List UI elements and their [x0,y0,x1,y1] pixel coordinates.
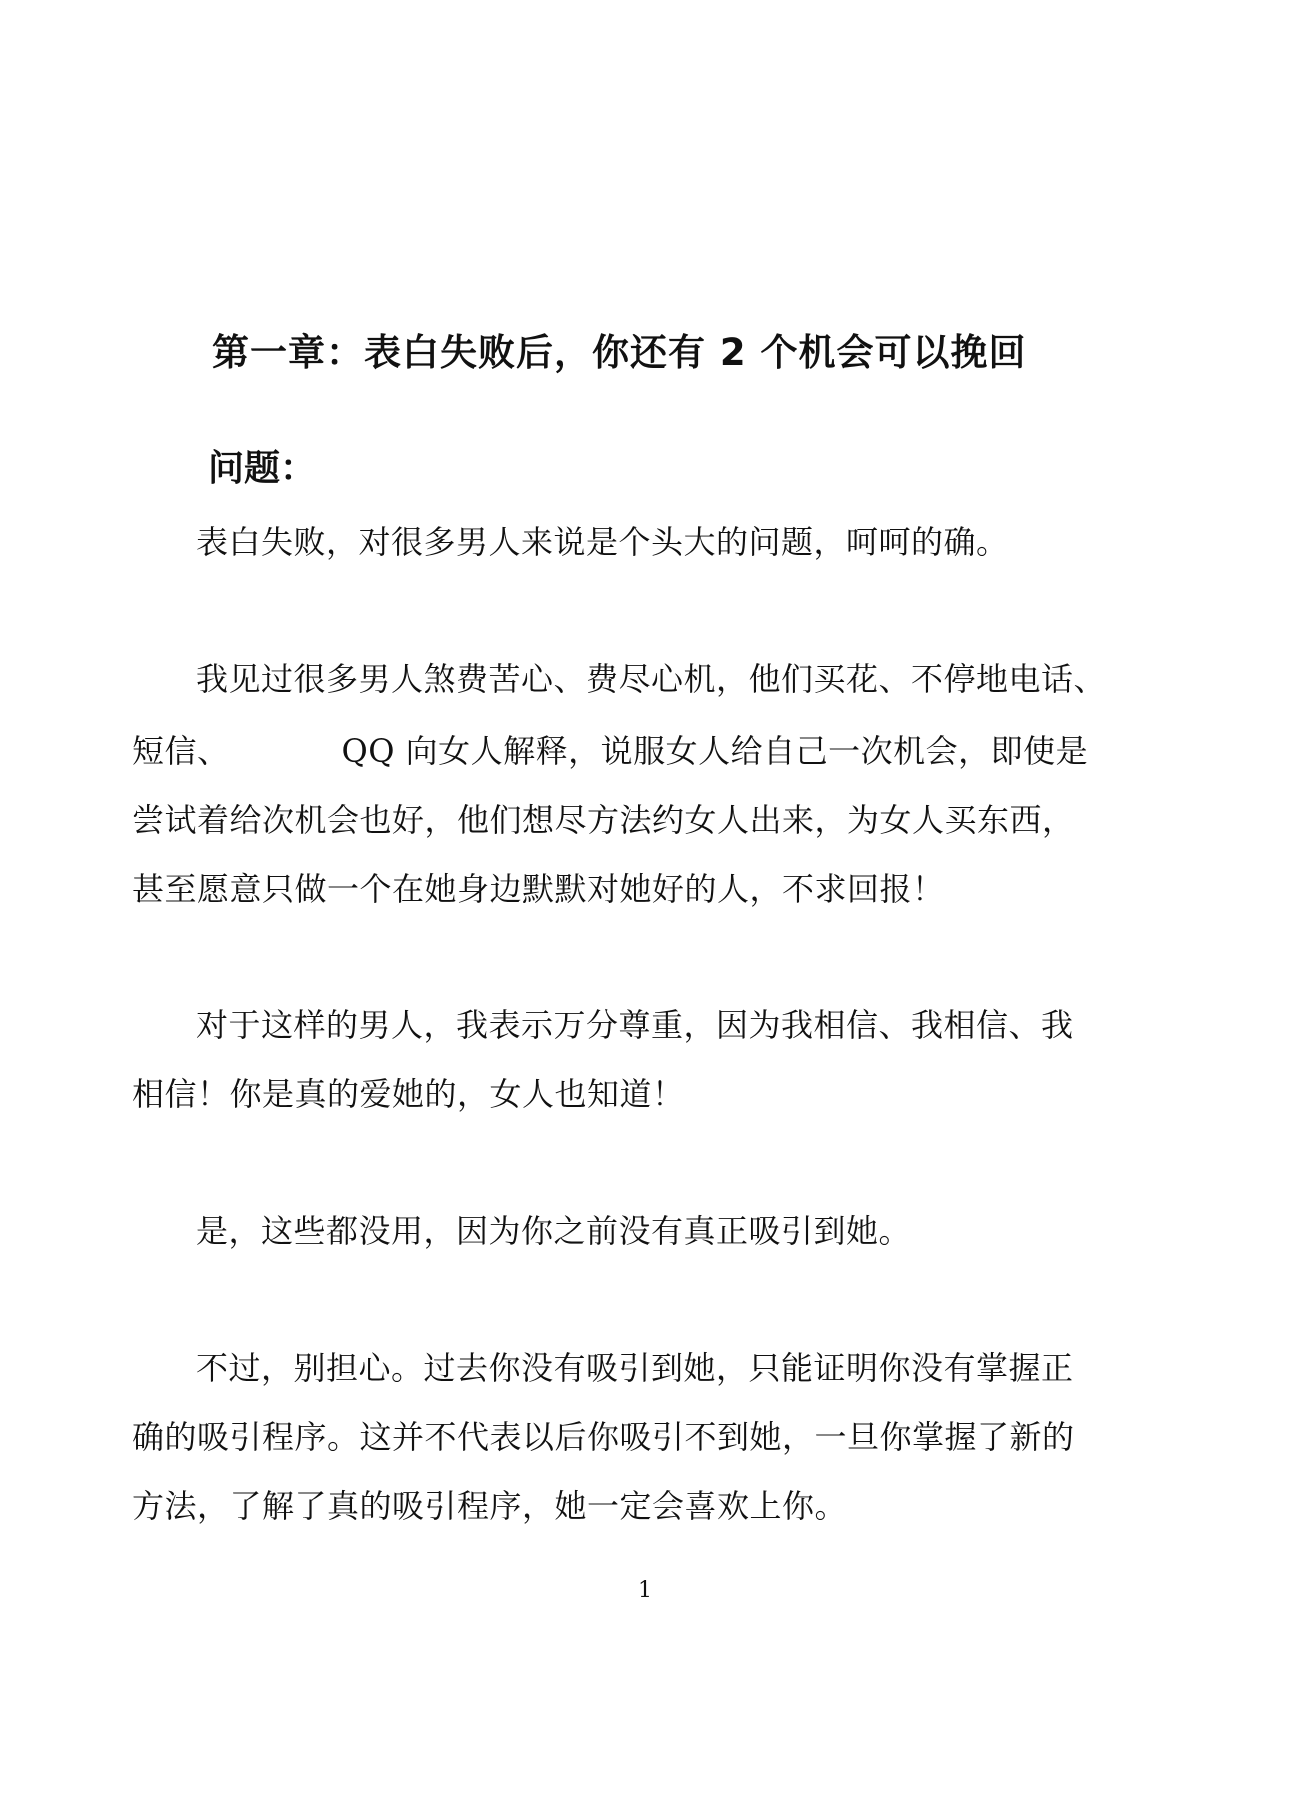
paragraph-2-line-1: 我见过很多男人煞费苦心、费尽心机，他们买花、不停地电话、 [196,660,1107,698]
section-heading: 问题： [208,448,317,489]
paragraph-2-line-4: 甚至愿意只做一个在她身边默默对她好的人，不求回报！ [132,870,945,908]
paragraph-2-line-2-start: 短信、 [132,732,230,770]
paragraph-4-line-1: 是，这些都没用，因为你之前没有真正吸引到她。 [196,1212,912,1250]
chapter-title: 第一章：表白失败后，你还有 2 个机会可以挽回 [212,331,1027,374]
paragraph-5-line-3: 方法，了解了真的吸引程序，她一定会喜欢上你。 [132,1487,848,1525]
paragraph-5-line-2: 确的吸引程序。这并不代表以后你吸引不到她，一旦你掌握了新的 [132,1418,1075,1456]
paragraph-2-line-2-end: QQ 向女人解释，说服女人给自己一次机会，即使是 [341,732,1089,770]
paragraph-5-line-1: 不过，别担心。过去你没有吸引到她，只能证明你没有掌握正 [196,1349,1074,1387]
paragraph-1-line-1: 表白失败，对很多男人来说是个头大的问题，呵呵的确。 [196,523,1009,561]
paragraph-2-line-2 [132,726,1088,772]
page-number: 1 [638,1578,652,1603]
paragraph-2-line-3: 尝试着给次机会也好，他们想尽方法约女人出来，为女人买东西， [132,801,1075,839]
paragraph-3-line-2: 相信！你是真的爱她的，女人也知道！ [132,1075,685,1113]
paragraph-3-line-1: 对于这样的男人，我表示万分尊重，因为我相信、我相信、我 [196,1006,1074,1044]
